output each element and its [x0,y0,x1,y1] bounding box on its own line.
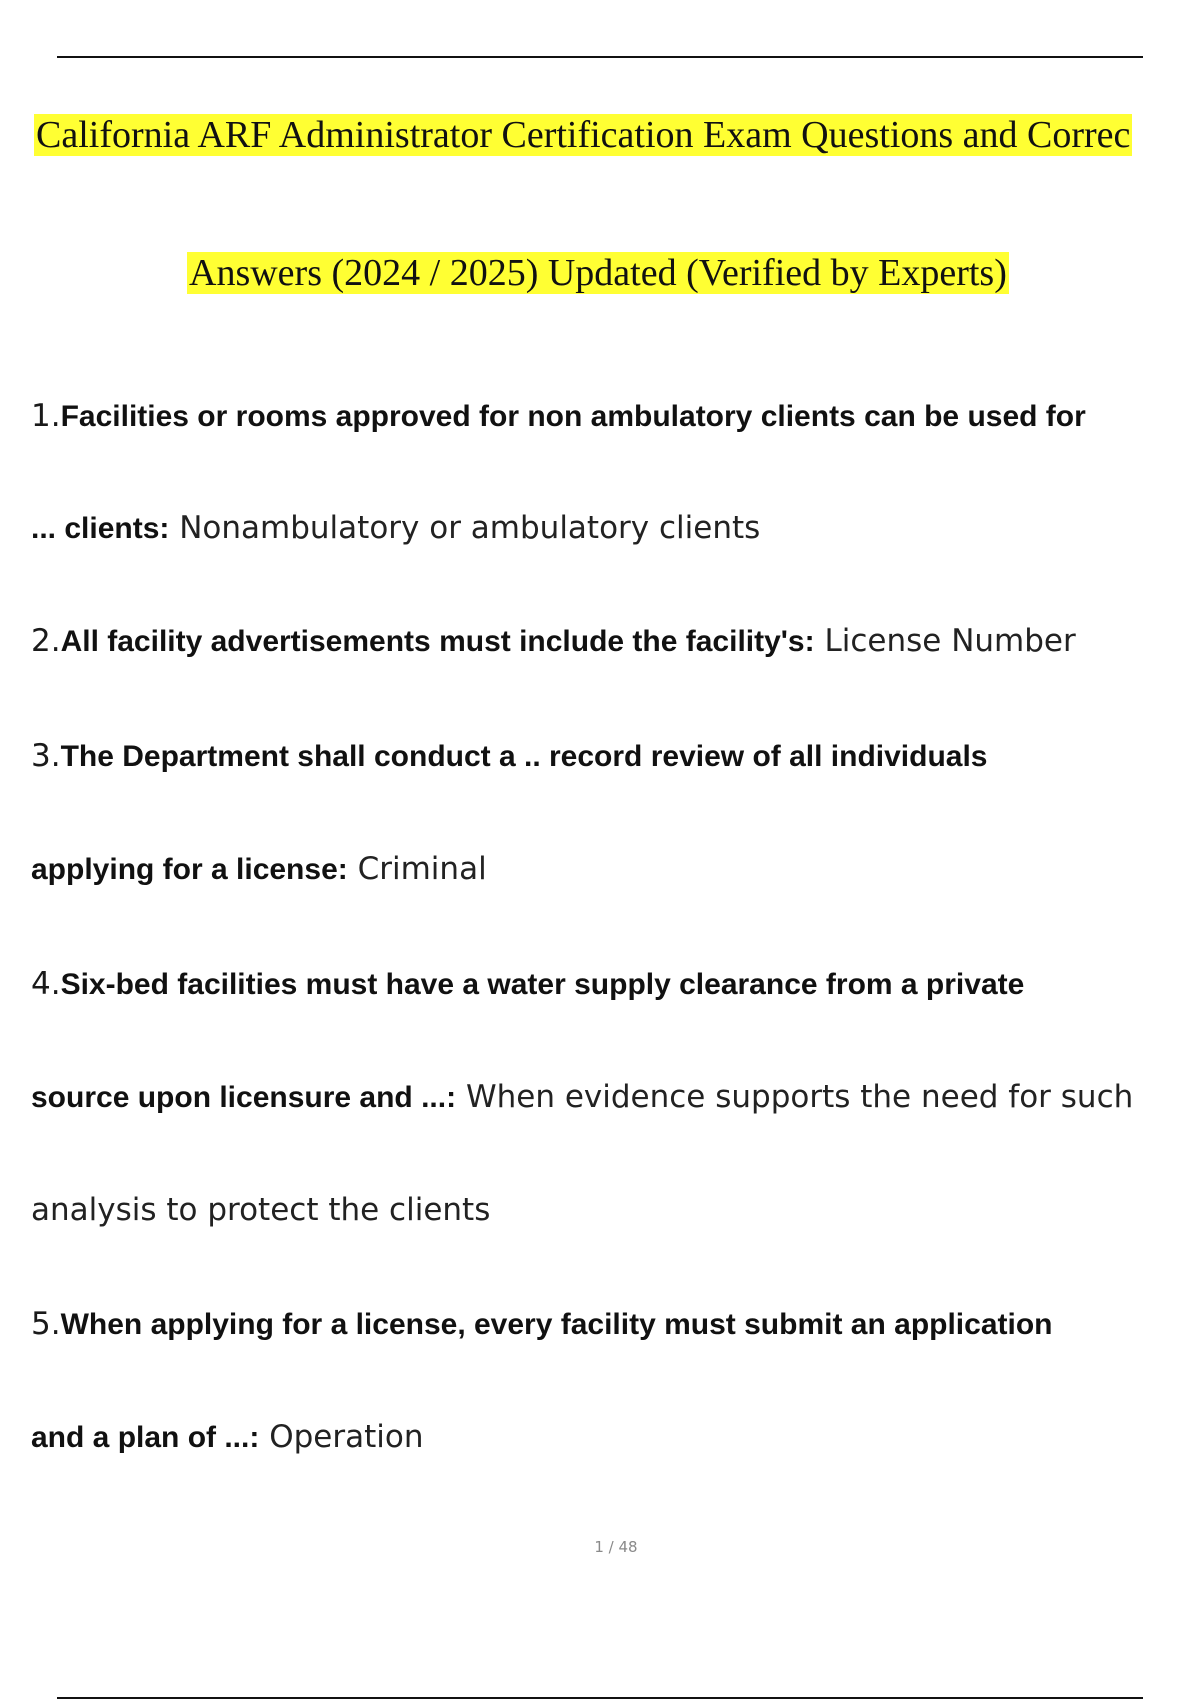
bottom-rule [57,1697,1143,1699]
question-text: The Department shall conduct a .. record review of all individuals [60,740,988,773]
question-5-line-1 [31,1304,1052,1345]
document-title-line-2 [187,250,1009,296]
question-1-line-1 [31,396,1086,437]
title-highlight-2: Answers (2024 / 2025) Updated (Verified by Experts) [189,252,1007,294]
question-2-line-1 [31,621,1076,662]
question-text: source upon licensure and ...: [31,1081,457,1114]
question-3-line-1 [31,736,987,777]
question-text: ... clients: [31,512,170,545]
answer-text: License Number [824,623,1076,659]
question-number: 1. [31,398,61,434]
answer-text: When evidence supports the need for such [465,1079,1134,1115]
question-4-line-1 [31,964,1024,1005]
question-number: 3. [31,738,61,774]
answer-text: Criminal [357,851,487,887]
question-text: When applying for a license, every facility must submit an application [60,1308,1053,1341]
question-number: 4. [31,966,61,1002]
question-4-line-3 [31,1190,490,1230]
question-number: 2. [31,623,61,659]
page-indicator: 1 / 48 [594,1538,638,1556]
answer-text: Operation [269,1419,424,1455]
top-rule [57,56,1143,58]
question-1-line-2 [31,508,760,549]
question-text: Six-bed facilities must have a water supply clearance from a private [60,968,1025,1001]
question-text: applying for a license: [31,853,348,886]
title-highlight-1: California ARF Administrator Certification Exam Questions and Correc [36,114,1131,156]
question-4-line-2 [31,1077,1133,1118]
question-text: Facilities or rooms approved for non ambulatory clients can be used for [60,400,1086,433]
question-5-line-2 [31,1417,423,1458]
answer-text: Nonambulatory or ambulatory clients [179,510,761,546]
question-text: All facility advertisements must include the facility's: [60,625,815,658]
question-number: 5. [31,1306,61,1342]
question-3-line-2 [31,849,487,890]
answer-text: analysis to protect the clients [31,1192,491,1228]
question-text: and a plan of ...: [31,1421,260,1454]
document-title-line-1 [34,112,1132,158]
